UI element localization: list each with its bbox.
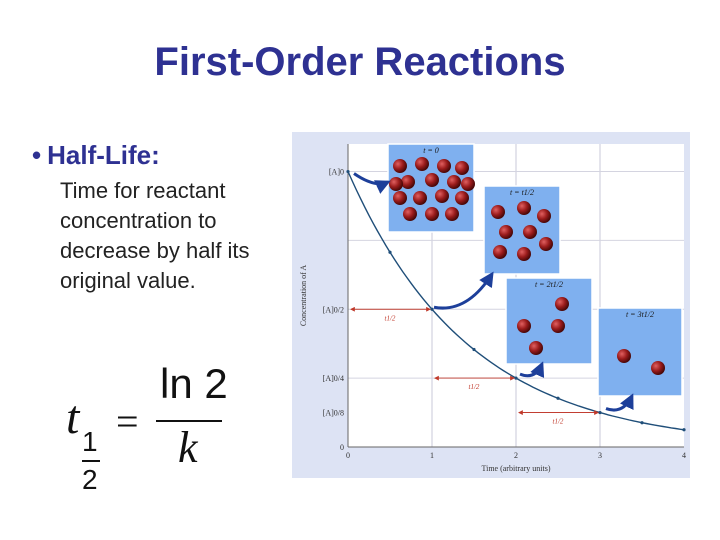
data-point [682,428,685,431]
data-point [598,411,601,414]
molecule [555,297,569,311]
half-life-figure [292,132,690,478]
molecule [461,177,475,191]
molecule [425,207,439,221]
x-tick-label: 2 [514,451,518,460]
molecule [403,207,417,221]
slide-title: First-Order Reactions [154,40,566,84]
molecule [413,191,427,205]
half-life-formula [60,360,260,495]
data-point [430,308,433,311]
molecule [437,159,451,173]
x-tick-label: 4 [682,451,686,460]
half-life-label: t1/2 [384,314,396,323]
molecule [425,173,439,187]
formula-denominator: k [178,423,198,472]
formula-numerator: ln 2 [160,360,228,407]
molecule [651,361,665,375]
molecule [393,159,407,173]
half-life-chart [292,132,690,478]
y-tick-label: [A]0 [328,167,344,177]
molecule [517,201,531,215]
molecule-box [506,278,592,364]
y-tick-label: [A]0/4 [322,374,344,384]
molecule-box-label: t = 0 [423,146,439,155]
molecule-box-label: t = t1/2 [509,188,535,197]
data-point [556,397,559,400]
y-tick-label: [A]0/2 [322,305,344,315]
half-life-definition: Time for reactant concentration to decrease by half its original value. [60,178,250,293]
molecule-box [484,186,560,274]
molecule [529,341,543,355]
data-point [640,421,643,424]
molecule [455,161,469,175]
molecule-box [598,308,682,396]
half-life-label: t1/2 [552,417,564,426]
molecule [499,225,513,239]
data-point [388,251,391,254]
bullet-label: Half-Life: [47,140,160,170]
formula-subscript-numerator: 1 [82,426,98,457]
molecule [389,177,403,191]
formula-t: t [66,391,80,444]
molecule [523,225,537,239]
molecule [537,209,551,223]
molecule [401,175,415,189]
data-point [514,377,517,380]
y-tick-label: [A]0/8 [322,408,344,418]
formula-equals: = [116,399,139,444]
formula-subscript-bar [82,460,100,462]
data-point [472,348,475,351]
molecule [551,319,565,333]
y-tick-label: 0 [340,443,344,452]
molecule [393,191,407,205]
x-tick-label: 1 [430,451,434,460]
molecule [445,207,459,221]
molecule [517,319,531,333]
molecule [517,247,531,261]
x-axis-label: Time (arbitrary units) [481,464,551,473]
y-axis-label: Concentration of A [299,264,308,327]
formula-subscript-denominator: 2 [82,464,98,495]
x-tick-label: 3 [598,451,602,460]
molecule-box-label: t = 3t1/2 [625,310,655,319]
half-life-label: t1/2 [468,383,480,392]
molecule [435,189,449,203]
molecule [455,191,469,205]
molecule [415,157,429,171]
data-point [346,170,349,173]
molecule [491,205,505,219]
molecule [617,349,631,363]
bullet-heading [32,140,160,171]
x-tick-label: 0 [346,451,350,460]
bullet-marker: • [32,140,42,170]
molecule-box-label: t = 2t1/2 [534,280,564,289]
molecule [493,245,507,259]
molecule [539,237,553,251]
molecule [447,175,461,189]
